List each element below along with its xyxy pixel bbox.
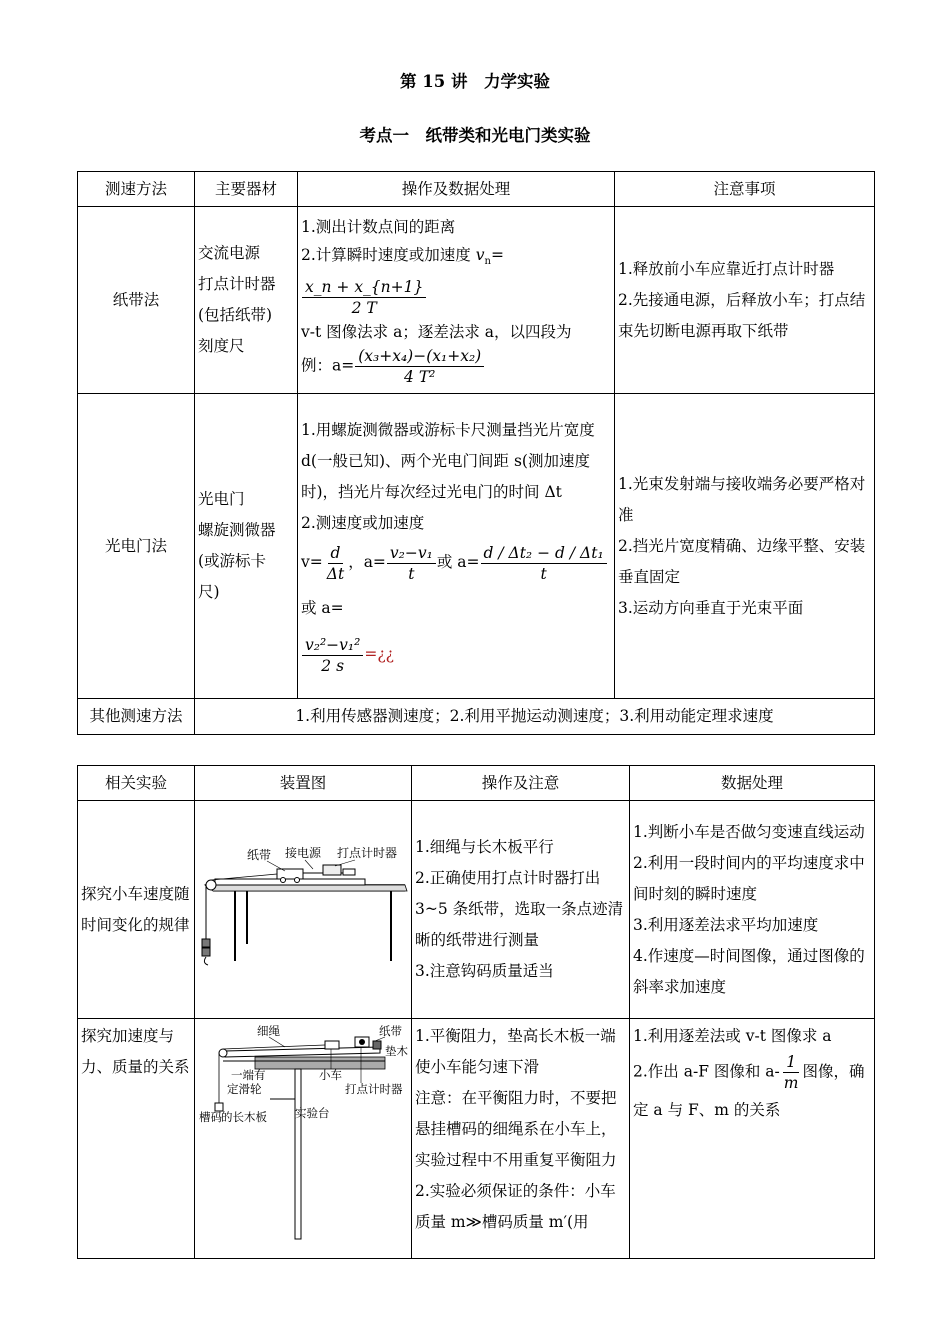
accel-fraction-1: $\frac{\text{v₂−v₁}}{t}$ [387,543,436,584]
ops-accel-force-mass [412,1019,630,1259]
method-other: 其他测速方法 [78,699,195,735]
data-accel-force-mass [630,1019,875,1259]
op-step-formula: $\frac{\text{v₂²−v₁²}}{2 s}$ =¿¿ [301,631,611,677]
equipment-item: 尺) [198,583,220,601]
data-item: 1.判断小车是否做匀变速直线运动 [633,822,865,841]
label-pad: 垫木 [385,1044,408,1058]
op-step: v-t 图像法求 a；逐差法求 a，以四段为 [301,322,572,341]
header-apparatus: 装置图 [195,766,412,801]
equipment-item: 交流电源 [198,244,261,262]
op-step-formula: v= $\frac{d}{\Delta t}$ ，a= $\frac{\text{v₂−v₁}}{t}$ 或 a= $\frac{\text{d / Δt₂ − d / Δt₁}}{t}$ 或 a= [301,539,611,631]
note-item: 2.挡光片宽度精确、边缘平整、安装垂直固定 [618,536,866,586]
equipment-item: 螺旋测微器 [198,521,276,539]
op-step-formula: 2.计算瞬时速度或加速度 $v_n=$ $\frac{x\_n + x\_\{n+1\}}{2 T}$ [301,246,504,317]
section-title: 考点一 纸带类和光电门类实验 [359,126,591,145]
data-velocity-time [630,801,875,1019]
data-item: 2.利用一段时间内的平均速度求中间时刻的瞬时速度 [633,853,865,903]
data-item: 3.利用逐差法求平均加速度 [633,915,819,934]
label-board-2: 定滑轮 [227,1082,262,1096]
speed-methods-table [77,171,875,735]
op-item: 注意：在平衡阻力时，不要把悬挂槽码的细绳系在小车上，实验过程中不用重复平衡阻力 [415,1089,617,1169]
note-item: 3.运动方向垂直于光束平面 [618,598,804,617]
label-timer: 打点计时器 [337,846,398,860]
op-step: 2.测速度或加速度 [301,514,425,532]
note-item: 1.光束发射端与接收端务必要严格对准 [618,474,866,524]
header-method: 测速方法 [78,172,195,207]
equipment-item: 光电门 [198,490,245,508]
experiment-velocity-time: 探究小车速度随时间变化的规律 [78,801,195,1019]
data-item: 1.利用逐差法或 v-t 图像求 a [633,1027,832,1045]
data-item: 2.作出 a-F 图像和 a- $\frac{1}{m}$ 图像，确定 a 与 F、m 的关系 [633,1053,865,1119]
header-notes: 注意事项 [615,172,875,207]
method-paper-tape: 纸带法 [78,207,195,394]
note-item: 2.先接通电源，后释放小车；打点结束先切断电源再取下纸带 [618,290,866,340]
equipment-item: (或游标卡 [198,552,267,570]
label-tape: 纸带 [247,848,272,862]
label-power: 接电源 [285,846,322,860]
accel-apparatus-figure [195,1019,410,1244]
op-step-formula: 例：a= $\frac{\text{(x₃+x₄)−(x₁+x₂)}}{\text{4 T²}}$ [301,346,611,387]
experiment-accel-force-mass: 探究加速度与力、质量的关系 [78,1019,195,1259]
page-title: 第 15 讲 力学实验 [400,72,550,91]
label-board-3: 的长木板 [221,1110,267,1124]
header-equipment: 主要器材 [195,172,298,207]
apparatus-figure-1 [195,801,412,1019]
notes-paper-tape [615,207,875,394]
header-operation: 操作及数据处理 [298,172,615,207]
op-item: 2.实验必须保证的条件：小车质量 m≫槽码质量 m′(用 [415,1182,616,1231]
op-item: 1.细绳与长木板平行 [415,838,554,856]
method-photogate: 光电门法 [78,394,195,699]
equipment-item: 刻度尺 [198,337,245,355]
op-step: 1.测出计数点间的距离 [301,218,456,237]
other-methods-content: 1.利用传感器测速度；2.利用平抛运动测速度；3.利用动能定理求速度 [195,699,875,735]
op-step: 1.用螺旋测微器或游标卡尺测量挡光片宽度 d(一般已知)、两个光电门间距 s(测加速度时)，挡光片每次经过光电门的时间 Δt [301,421,595,501]
header-experiment: 相关实验 [78,766,195,801]
label-string: 细绳 [257,1024,280,1038]
operation-photogate [298,394,615,699]
notes-photogate [615,394,875,699]
header-ops-notes: 操作及注意 [412,766,630,801]
label-bench: 实验台 [295,1106,330,1120]
equipment-item: (包括纸带) [198,306,273,324]
accel-fraction-2: $\frac{\text{d / Δt₂ − d / Δt₁}}{t}$ [481,543,607,584]
equipment-item: 打点计时器 [198,275,276,293]
acceleration-fraction: $\frac{\text{(x₃+x₄)−(x₁+x₂)}}{\text{4 T²}}$ [355,346,484,387]
label-timer: 打点计时器 [345,1082,403,1096]
equipment-photogate [195,394,298,699]
label-cart: 小车 [319,1068,342,1082]
op-item: 1.平衡阻力，垫高长木板一端使小车能匀速下滑 [415,1027,616,1076]
op-item: 3.注意钩码质量适当 [415,962,554,980]
speed-fraction: $\frac{d}{\Delta t}$ [326,543,345,583]
header-data-processing: 数据处理 [630,766,875,801]
apparatus-figure-2 [195,1019,412,1259]
equipment-paper-tape [195,207,298,394]
data-item: 4.作速度—时间图像，通过图像的斜率求加速度 [633,946,865,996]
experiments-table [77,765,875,1259]
note-item: 1.释放前小车应靠近打点计时器 [618,259,835,278]
label-weights: 槽码 [199,1110,222,1124]
tape-timer-apparatus-figure [195,839,410,969]
op-item: 2.正确使用打点计时器打出 3~5 条纸带，选取一条点迹清晰的纸带进行测量 [415,869,624,949]
label-board-1: 一端有 [231,1068,266,1082]
ops-velocity-time [412,801,630,1019]
velocity-fraction: $\frac{x\_n + x\_\{n+1\}}{2 T}$ [302,277,426,318]
operation-paper-tape [298,207,615,394]
accel-fraction-3: $\frac{\text{v₂²−v₁²}}{2 s}$ [302,635,363,676]
inverse-mass-fraction: $\frac{1}{m}$ [783,1053,799,1092]
label-tape: 纸带 [379,1024,402,1038]
